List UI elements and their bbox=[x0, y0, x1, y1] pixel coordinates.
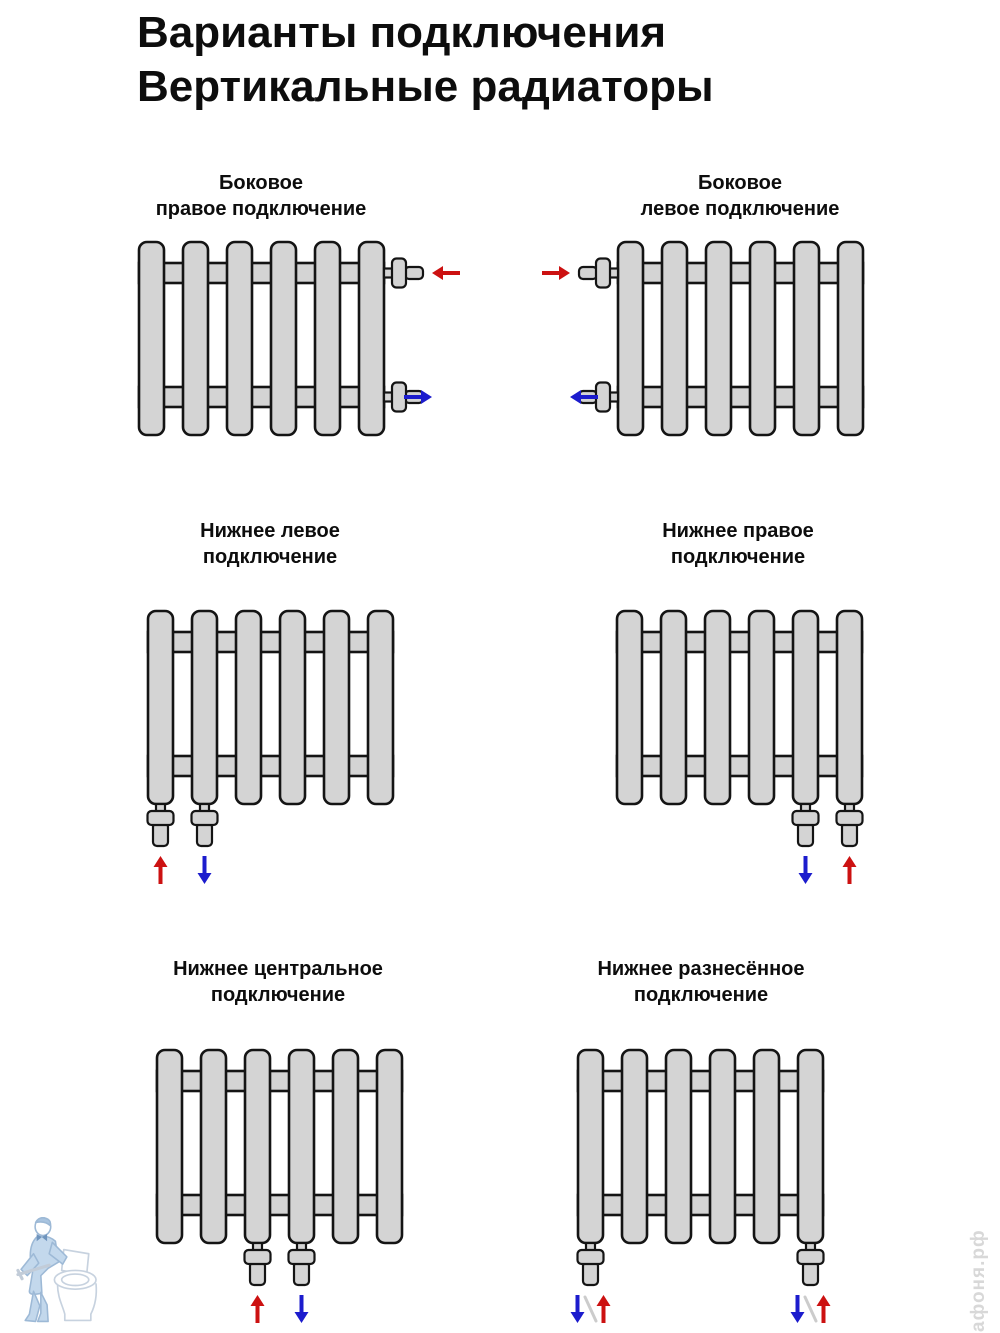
caption-line: Нижнее разнесённое bbox=[597, 958, 805, 980]
valve-nut bbox=[392, 383, 406, 412]
bottom-manifold bbox=[139, 387, 384, 407]
radiator-column bbox=[661, 611, 686, 804]
site-watermark-text: афоня.рф bbox=[968, 1229, 989, 1332]
supply-arrow-icon bbox=[251, 1295, 265, 1323]
valve-part bbox=[583, 1262, 598, 1285]
supply-arrow-icon bbox=[154, 856, 168, 884]
valve-nut bbox=[793, 811, 819, 825]
bottom-manifold bbox=[157, 1195, 402, 1215]
radiator-column bbox=[578, 1050, 603, 1243]
radiator-diagram-side-left bbox=[542, 242, 863, 435]
bottom-manifold bbox=[617, 756, 862, 776]
valve-nut bbox=[798, 1250, 824, 1264]
or-slash bbox=[805, 1297, 816, 1321]
valve-part bbox=[579, 267, 597, 279]
supply-arrow-icon bbox=[597, 1295, 611, 1323]
valve-part bbox=[294, 1262, 309, 1285]
valve-part bbox=[405, 267, 423, 279]
page-title-line2: Вертикальные радиаторы bbox=[137, 62, 714, 111]
radiator-column bbox=[245, 1050, 270, 1243]
radiator-column bbox=[377, 1050, 402, 1243]
valve-nut bbox=[578, 1250, 604, 1264]
radiator-column bbox=[793, 611, 818, 804]
radiator-diagram-bottom-center bbox=[157, 1050, 402, 1323]
caption-line: подключение bbox=[210, 984, 346, 1006]
top-manifold bbox=[139, 263, 384, 283]
return-arrow-icon bbox=[799, 856, 813, 884]
supply-arrow-icon bbox=[432, 266, 460, 280]
top-manifold bbox=[157, 1071, 402, 1091]
radiator-column bbox=[359, 242, 384, 435]
radiator-column bbox=[280, 611, 305, 804]
radiator-column bbox=[837, 611, 862, 804]
valve-nut bbox=[192, 811, 218, 825]
valve-part bbox=[798, 823, 813, 846]
radiator-column bbox=[236, 611, 261, 804]
radiator-column bbox=[794, 242, 819, 435]
top-manifold bbox=[578, 1071, 823, 1091]
caption-line: Нижнее правое bbox=[662, 520, 814, 542]
return-arrow-icon bbox=[295, 1295, 309, 1323]
caption-line: подключение bbox=[633, 984, 769, 1006]
valve-nut bbox=[837, 811, 863, 825]
radiator-column bbox=[754, 1050, 779, 1243]
radiator-column bbox=[157, 1050, 182, 1243]
caption-line: подключение bbox=[670, 546, 806, 568]
radiator-column bbox=[271, 242, 296, 435]
bottom-manifold bbox=[578, 1195, 823, 1215]
radiator-diagram-side-right bbox=[139, 242, 460, 435]
caption-line: подключение bbox=[202, 546, 338, 568]
caption-line: Боковое bbox=[219, 172, 303, 194]
valve-part bbox=[197, 823, 212, 846]
valve-part bbox=[153, 823, 168, 846]
radiator-column bbox=[798, 1050, 823, 1243]
radiator-column bbox=[148, 611, 173, 804]
radiator-column bbox=[706, 242, 731, 435]
radiator-column bbox=[838, 242, 863, 435]
valve-nut bbox=[148, 811, 174, 825]
return-arrow-icon bbox=[571, 1295, 585, 1323]
supply-arrow-icon bbox=[817, 1295, 831, 1323]
radiator-column bbox=[617, 611, 642, 804]
caption-line: правое подключение bbox=[155, 198, 367, 220]
top-manifold bbox=[618, 263, 863, 283]
valve-nut bbox=[596, 259, 610, 288]
valve-nut bbox=[392, 259, 406, 288]
radiator-diagram-bottom-left bbox=[148, 611, 394, 884]
radiator-column bbox=[289, 1050, 314, 1243]
radiator-diagram-bottom-spread bbox=[571, 1050, 831, 1323]
radiator-column bbox=[324, 611, 349, 804]
radiator-column bbox=[192, 611, 217, 804]
radiator-column bbox=[227, 242, 252, 435]
radiator-column bbox=[710, 1050, 735, 1243]
radiator-column bbox=[618, 242, 643, 435]
return-arrow-icon bbox=[791, 1295, 805, 1323]
radiator-column bbox=[666, 1050, 691, 1243]
valve-part bbox=[803, 1262, 818, 1285]
caption-line: левое подключение bbox=[640, 198, 840, 220]
plumber-icon bbox=[21, 1218, 67, 1322]
radiator-column bbox=[201, 1050, 226, 1243]
caption-line: Нижнее левое bbox=[200, 520, 340, 542]
page-title-line1: Варианты подключения bbox=[137, 8, 667, 57]
radiator-diagram-bottom-right bbox=[617, 611, 863, 884]
radiator-column bbox=[333, 1050, 358, 1243]
radiator-column bbox=[749, 611, 774, 804]
caption-line: Нижнее центральное bbox=[173, 958, 383, 980]
bottom-manifold bbox=[618, 387, 863, 407]
return-arrow-icon bbox=[198, 856, 212, 884]
radiator-column bbox=[315, 242, 340, 435]
bottom-manifold bbox=[148, 756, 393, 776]
valve-nut bbox=[289, 1250, 315, 1264]
plumber-logo-watermark bbox=[5, 1210, 110, 1333]
radiator-column bbox=[622, 1050, 647, 1243]
or-slash bbox=[585, 1297, 596, 1321]
supply-arrow-icon bbox=[843, 856, 857, 884]
valve-part bbox=[250, 1262, 265, 1285]
top-manifold bbox=[148, 632, 393, 652]
radiator-column bbox=[750, 242, 775, 435]
valve-nut bbox=[596, 383, 610, 412]
supply-arrow-icon bbox=[542, 266, 570, 280]
radiator-column bbox=[705, 611, 730, 804]
valve-nut bbox=[245, 1250, 271, 1264]
radiator-column bbox=[183, 242, 208, 435]
valve-part bbox=[842, 823, 857, 846]
top-manifold bbox=[617, 632, 862, 652]
radiator-column bbox=[368, 611, 393, 804]
radiator-column bbox=[662, 242, 687, 435]
caption-line: Боковое bbox=[698, 172, 782, 194]
radiator-column bbox=[139, 242, 164, 435]
